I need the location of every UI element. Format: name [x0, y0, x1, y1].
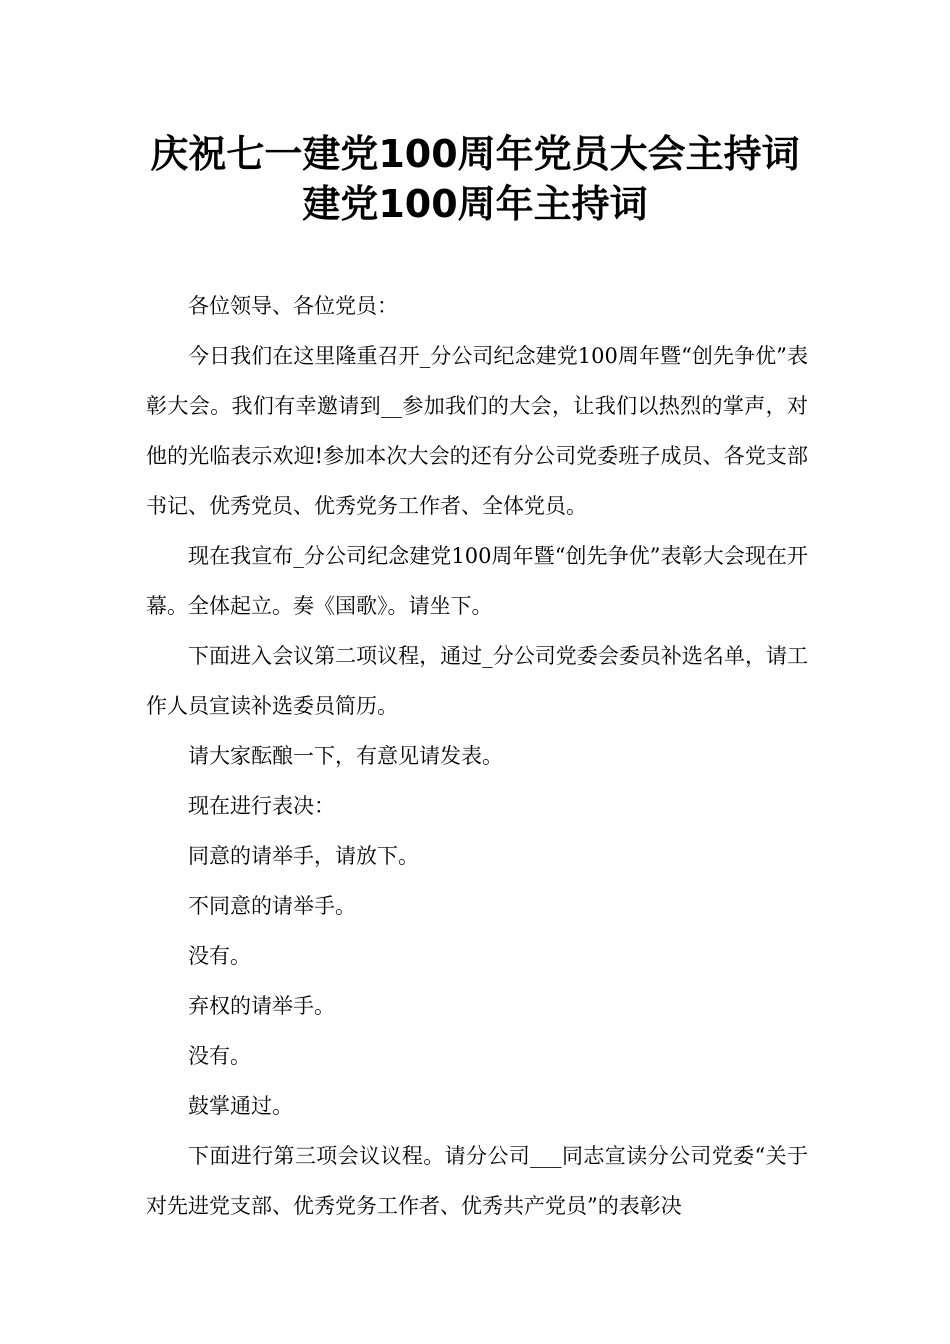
document-title-line-2: 建党100周年主持词: [302, 182, 648, 226]
paragraph-passed: 鼓掌通过。: [188, 1094, 293, 1118]
paragraph-opening: 今日我们在这里隆重召开_分公司纪念建党100周年暨“创先争优”表彰大会。我们有幸邀请到__参加我们的大会，让我们以热烈的掌声，对他的光临表示欢迎!参加本次大会的还有分公司党委班子成员、各党支部书记、优秀党员、优秀党务工作者、全体党员。: [146, 344, 808, 518]
paragraph-announcement: 现在我宣布_分公司纪念建党100周年暨“创先争优”表彰大会现在开幕。全体起立。奏《国歌》。请坐下。: [146, 544, 808, 618]
paragraph-agenda-three: 下面进行第三项会议议程。请分公司___同志宣读分公司党委“关于对先进党支部、优秀党务工作者、优秀共产党员”的表彰决: [146, 1144, 808, 1218]
paragraph-disagree: 不同意的请举手。: [188, 894, 356, 918]
paragraph-abstain: 弃权的请举手。: [188, 994, 335, 1018]
document-title-line-1: 庆祝七一建党100周年党员大会主持词: [150, 132, 800, 176]
document-body: [146, 281, 808, 1231]
paragraph-vote: 现在进行表决：: [188, 794, 335, 818]
paragraph-agenda-two: 下面进入会议第二项议程，通过_分公司党委会委员补选名单，请工作人员宣读补选委员简历。: [146, 644, 808, 718]
paragraph-none-1: 没有。: [188, 944, 251, 968]
paragraph-none-2: 没有。: [188, 1044, 251, 1068]
paragraph-discussion: 请大家酝酿一下，有意见请发表。: [188, 744, 503, 768]
paragraph-agree: 同意的请举手，请放下。: [188, 844, 419, 868]
paragraph-salutation: 各位领导、各位党员：: [188, 294, 398, 318]
